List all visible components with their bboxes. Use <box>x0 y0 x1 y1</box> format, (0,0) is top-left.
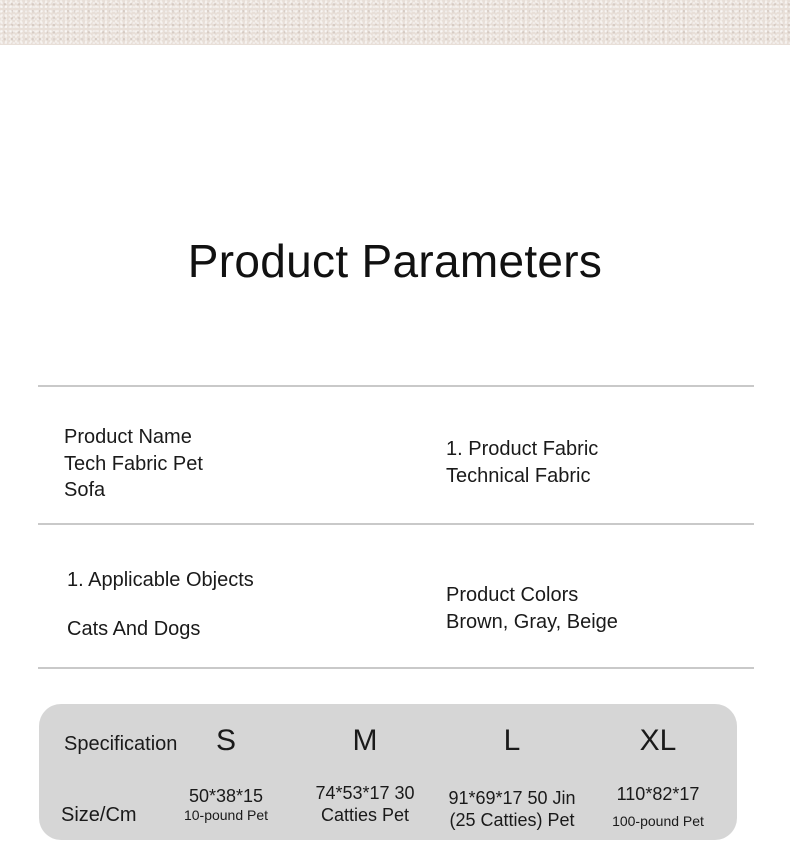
applicable-objects-label: 1. Applicable Objects <box>67 569 254 591</box>
size-s-dimensions: 50*38*15 <box>188 786 264 806</box>
size-l-pet: (25 Catties) Pet <box>449 810 575 830</box>
page-title: Product Parameters <box>187 234 603 287</box>
size-s-header: S <box>215 724 236 757</box>
spec-row-label: Specification <box>64 733 178 755</box>
product-colors-label: Product Colors <box>446 584 579 606</box>
size-xl-pet: 100-pound Pet <box>612 813 704 829</box>
size-l-dimensions: 91*69*17 50 Jin <box>448 788 576 808</box>
size-m-header: M <box>352 724 378 757</box>
divider <box>38 523 754 525</box>
product-fabric-label: 1. Product Fabric <box>446 438 599 460</box>
size-xl-header: XL <box>639 724 677 757</box>
size-l-cell <box>432 787 592 831</box>
size-s-cell <box>156 785 296 823</box>
size-m-cell <box>295 782 435 826</box>
size-xl-cell <box>588 783 728 829</box>
divider <box>38 385 754 387</box>
product-fabric-block <box>446 436 598 489</box>
size-s-pet: 10-pound Pet <box>183 807 269 823</box>
decorative-texture-band <box>0 0 790 45</box>
size-m-dimensions: 74*53*17 30 <box>315 783 415 803</box>
divider <box>38 667 754 669</box>
size-row-label: Size/Cm <box>61 804 137 826</box>
product-name-label: Product Name <box>64 426 192 448</box>
product-name-block <box>64 424 203 504</box>
product-name-value-line-2: Sofa <box>64 479 106 501</box>
product-colors-block <box>446 582 618 635</box>
spec-table <box>39 704 737 840</box>
product-name-value-line-1: Tech Fabric Pet <box>64 452 203 475</box>
size-xl-dimensions: 110*82*17 <box>616 784 700 804</box>
applicable-objects-block <box>67 567 254 642</box>
size-l-header: L <box>503 724 521 757</box>
product-colors-value: Brown, Gray, Beige <box>446 610 618 633</box>
product-fabric-value: Technical Fabric <box>446 464 591 487</box>
applicable-objects-value: Cats And Dogs <box>67 617 201 640</box>
size-m-pet: Catties Pet <box>320 805 410 825</box>
